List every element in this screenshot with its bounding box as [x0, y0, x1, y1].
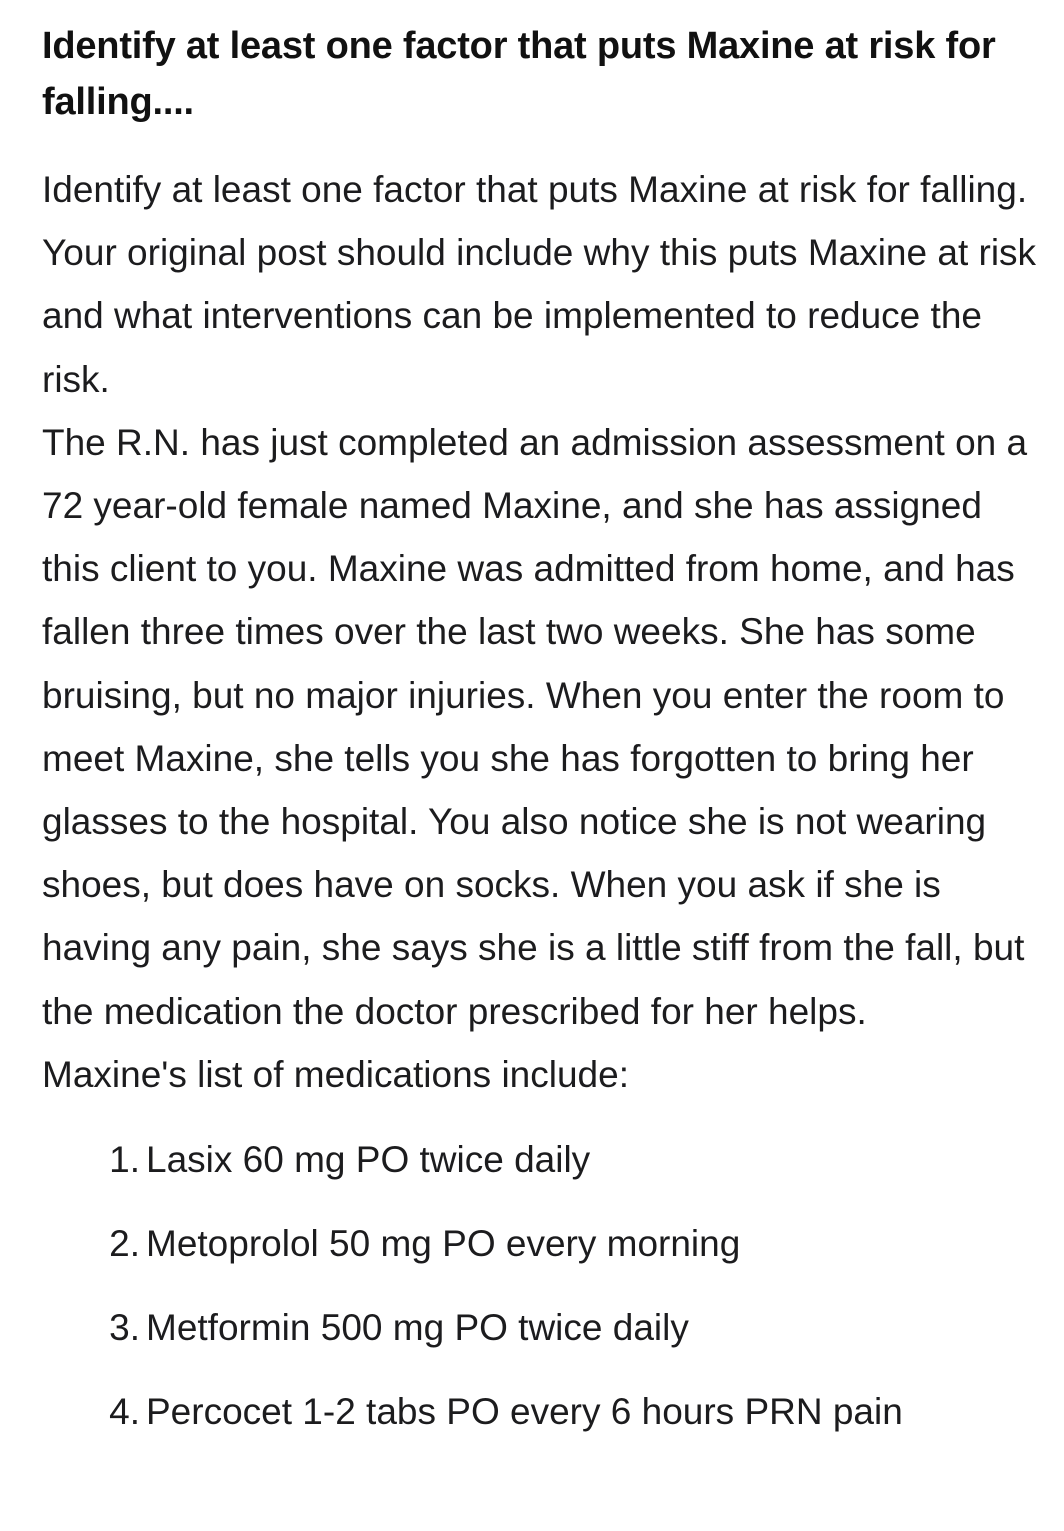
list-item-number: 2.	[109, 1223, 140, 1265]
list-item	[42, 1370, 1042, 1454]
list-item-number: 4.	[109, 1391, 140, 1433]
list-item	[42, 1118, 1042, 1202]
list-item	[42, 1286, 1042, 1370]
list-item	[42, 1202, 1042, 1286]
post-title: Identify at least one factor that puts Maxine at risk for falling....	[42, 25, 996, 123]
medications-intro: Maxine's list of medications include:	[42, 1053, 629, 1095]
post-body	[42, 158, 1042, 1106]
list-item-text: Metoprolol 50 mg PO every morning	[146, 1223, 741, 1265]
list-item-number: 1.	[109, 1139, 140, 1181]
post	[42, 18, 1042, 1454]
list-item-text: Metformin 500 mg PO twice daily	[146, 1307, 689, 1349]
prompt-paragraph: Identify at least one factor that puts Maxine at risk for falling. Your original post should include why this puts Maxine at risk and what interventions can be implemented to reduce the risk.	[42, 169, 1037, 400]
medication-list	[42, 1118, 1042, 1454]
list-item-number: 3.	[109, 1307, 140, 1349]
list-item-text: Percocet 1-2 tabs PO every 6 hours PRN pain	[146, 1391, 903, 1433]
list-item-text: Lasix 60 mg PO twice daily	[146, 1139, 591, 1181]
scenario-paragraph: The R.N. has just completed an admission assessment on a 72 year-old female named Maxine, and she has assigned this client to you. Maxine was admitted from home, and has fallen three times over the last two weeks. She has some bruising, but no major injuries. When you enter the room to meet Maxine, she tells you she has forgotten to bring her glasses to the hospital. You also notice she is not wearing shoes, but does have on socks. When you ask if she is having any pain, she says she is a little stiff from the fall, but the medication the doctor prescribed for her helps.	[42, 421, 1028, 1032]
